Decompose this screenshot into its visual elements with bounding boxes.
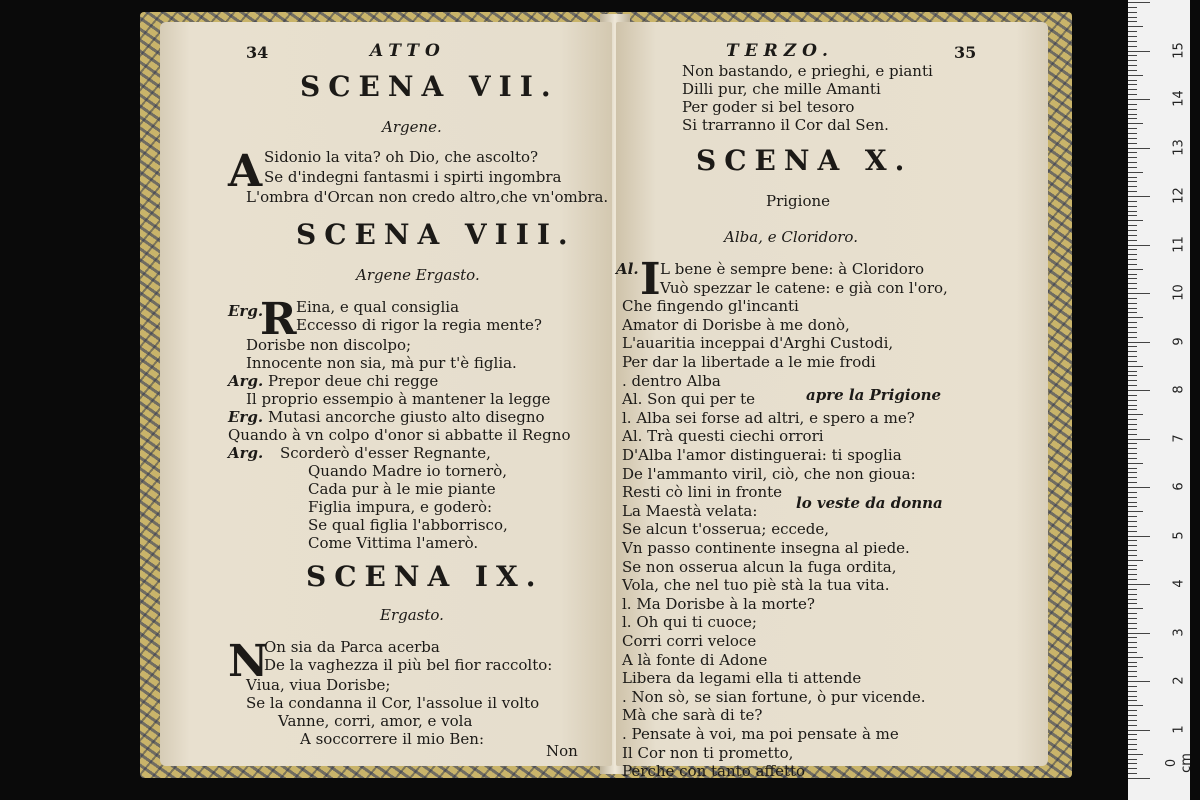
verse-line: La Maestà velata: — [622, 502, 758, 520]
ruler-tick — [1128, 560, 1143, 561]
speaker-label: Erg. — [228, 408, 264, 426]
ruler-tick — [1128, 225, 1137, 226]
stage-direction: apre la Prigione — [806, 386, 942, 404]
ruler-tick — [1128, 647, 1137, 648]
ruler-tick — [1128, 337, 1137, 338]
verse-line: Eina, e qual consiglia — [296, 298, 460, 316]
ruler-tick — [1128, 356, 1137, 357]
ruler-tick — [1128, 114, 1137, 115]
ruler-tick — [1128, 2, 1150, 3]
ruler-tick — [1128, 366, 1143, 367]
verse-line: Se alcun t'osserua; eccede, — [622, 520, 830, 538]
verse-line: Perche con tanto affetto — [622, 762, 806, 780]
ruler-tick — [1128, 463, 1143, 464]
ruler-tick — [1128, 618, 1137, 619]
ruler-tick — [1128, 424, 1137, 425]
verse-line: Libera da legami ella ti attende — [622, 669, 862, 687]
ruler-tick — [1128, 705, 1143, 706]
ruler-tick — [1128, 278, 1137, 279]
verse-line: l. Alba sei forse ad altri, e spero a me? — [622, 409, 915, 427]
ruler-tick — [1128, 65, 1137, 66]
ruler-tick — [1128, 51, 1150, 52]
ruler-tick — [1128, 691, 1137, 692]
ruler-tick — [1128, 240, 1137, 241]
ruler-label: 10 — [1171, 284, 1187, 301]
ruler-label: 5 — [1171, 530, 1187, 540]
ruler-tick — [1128, 574, 1137, 575]
verse-line: A là fonte di Adone — [622, 651, 768, 669]
character-name: Alba, e Cloridoro. — [724, 228, 858, 246]
ruler-label: 14 — [1171, 90, 1187, 107]
verse-line: Come Vittima l'amerò. — [308, 534, 479, 552]
verse-line: Mà che sarà di te? — [622, 706, 763, 724]
ruler-tick — [1128, 196, 1150, 197]
verse-line: On sia da Parca acerba — [264, 638, 440, 656]
ruler-tick — [1128, 434, 1137, 435]
verse-line: Cada pur à le mie piante — [308, 480, 496, 498]
character-name: Ergasto. — [380, 606, 444, 624]
verse-line: L bene è sempre bene: à Cloridoro — [660, 260, 925, 278]
ruler-tick — [1128, 599, 1137, 600]
ruler-tick — [1128, 681, 1150, 682]
ruler-tick — [1128, 637, 1137, 638]
ruler-tick — [1128, 477, 1137, 478]
ruler-tick — [1128, 730, 1150, 731]
verse-line: Sidonio la vita? oh Dio, che ascolto? — [264, 148, 539, 166]
drop-cap: I — [640, 254, 661, 305]
ruler-label: 3 — [1171, 627, 1187, 637]
ruler-tick — [1128, 123, 1143, 124]
verse-line: Eccesso di rigor la regia mente? — [296, 316, 542, 334]
page-number: 34 — [246, 43, 269, 62]
ruler-tick — [1128, 55, 1137, 56]
ruler-tick — [1128, 676, 1137, 677]
ruler-tick — [1128, 259, 1137, 260]
character-name: Argene Ergasto. — [356, 266, 480, 284]
speaker-label: Erg. — [228, 302, 264, 320]
ruler-tick — [1128, 419, 1137, 420]
speaker-label: Al. — [616, 260, 639, 278]
ruler-tick — [1128, 565, 1137, 566]
ruler-tick — [1128, 375, 1137, 376]
ruler-label: 7 — [1171, 433, 1187, 443]
ruler-tick — [1128, 12, 1137, 13]
ruler-tick — [1128, 186, 1137, 187]
ruler-tick — [1128, 671, 1137, 672]
verse-line: Mutasi ancorche giusto alto disegno — [268, 408, 545, 426]
ruler-tick — [1128, 157, 1137, 158]
ruler-tick — [1128, 628, 1137, 629]
ruler-tick — [1128, 642, 1137, 643]
verse-line: Dilli pur, che mille Amanti — [682, 80, 881, 98]
verse-line: Amator di Dorisbe à me donò, — [622, 316, 850, 334]
ruler-tick — [1128, 497, 1137, 498]
ruler-tick — [1128, 351, 1137, 352]
verse-line: Scorderò d'esser Regnante, — [280, 444, 491, 462]
ruler-tick — [1128, 700, 1137, 701]
ruler-tick — [1128, 569, 1137, 570]
verse-line: Al. Trà questi ciechi orrori — [622, 427, 824, 445]
ruler-tick — [1128, 94, 1137, 95]
ruler-tick — [1128, 439, 1150, 440]
ruler-tick — [1128, 414, 1143, 415]
left-page — [160, 22, 612, 766]
verse-line: l. Ma Dorisbe à la morte? — [622, 595, 815, 613]
ruler-tick — [1128, 778, 1150, 779]
ruler-tick — [1128, 608, 1143, 609]
ruler-tick — [1128, 162, 1137, 163]
ruler-tick — [1128, 594, 1137, 595]
verse-line: Resti cò lini in fronte — [622, 483, 783, 501]
ruler-label: 2 — [1171, 676, 1187, 685]
ruler-tick — [1128, 41, 1137, 42]
running-head: TERZO. — [726, 41, 834, 61]
verse-line: Dorisbe non discolpo; — [246, 336, 412, 354]
ruler-tick — [1128, 312, 1137, 313]
ruler-tick — [1128, 84, 1137, 85]
ruler-tick — [1128, 511, 1143, 512]
ruler-tick — [1128, 211, 1137, 212]
ruler-tick — [1128, 550, 1137, 551]
ruler-tick — [1128, 118, 1137, 119]
ruler-tick — [1128, 254, 1137, 255]
ruler-tick — [1128, 409, 1137, 410]
ruler-tick — [1128, 458, 1137, 459]
ruler-tick — [1128, 283, 1137, 284]
right-page — [616, 22, 1048, 780]
ruler-tick — [1128, 453, 1137, 454]
ruler-tick — [1128, 487, 1150, 488]
ruler-tick — [1128, 172, 1143, 173]
verse-line: Viua, viua Dorisbe; — [246, 676, 391, 694]
ruler-tick — [1128, 361, 1137, 362]
verse-line: Quando Madre io tornerò, — [308, 462, 508, 480]
ruler-tick — [1128, 327, 1137, 328]
ruler-tick — [1128, 46, 1137, 47]
verse-line: Per dar la libertade a le mie frodi — [622, 353, 876, 371]
ruler-tick — [1128, 589, 1137, 590]
verse-line: Che fingendo gl'incanti — [622, 297, 799, 315]
ruler-tick — [1128, 264, 1137, 265]
verse-line: Corri corri veloce — [622, 632, 757, 650]
verse-line: Se d'indegni fantasmi i spirti ingombra — [264, 168, 562, 186]
ruler-tick — [1128, 206, 1137, 207]
ruler-tick — [1128, 633, 1150, 634]
verse-line: Se qual figlia l'abborrisco, — [308, 516, 508, 534]
ruler-tick — [1128, 657, 1143, 658]
ruler-tick — [1128, 579, 1137, 580]
ruler-tick — [1128, 249, 1137, 250]
ruler-label: 6 — [1171, 482, 1187, 491]
verse-line: . Pensate à voi, ma poi pensate à me — [622, 725, 899, 743]
verse-line: Se non osserua alcun la fuga ordita, — [622, 558, 897, 576]
catchword: Non — [546, 742, 578, 760]
measurement-ruler — [1128, 0, 1194, 800]
verse-line: D'Alba l'amor distinguerai: ti spoglia — [622, 446, 902, 464]
scene-title: SCENA IX. — [306, 560, 544, 593]
ruler-tick — [1128, 298, 1137, 299]
ruler-label: 4 — [1171, 579, 1187, 588]
ruler-tick — [1128, 99, 1150, 100]
ruler-tick — [1128, 613, 1137, 614]
ruler-tick — [1128, 371, 1137, 372]
verse-line: Si trarranno il Cor dal Sen. — [682, 116, 889, 134]
ruler-tick — [1128, 400, 1137, 401]
ruler-tick — [1128, 739, 1137, 740]
ruler-tick — [1128, 603, 1137, 604]
verse-line: Non bastando, e prieghi, e pianti — [682, 62, 933, 80]
verse-line: l. Oh qui ti cuoce; — [622, 613, 757, 631]
drop-cap: A — [228, 146, 263, 197]
verse-line: Il proprio essempio à mantener la legge — [246, 390, 551, 408]
ruler-tick — [1128, 60, 1137, 61]
ruler-tick — [1128, 128, 1137, 129]
ruler-tick — [1128, 662, 1137, 663]
ruler-tick — [1128, 725, 1137, 726]
ruler-tick — [1128, 89, 1137, 90]
ruler-tick — [1128, 710, 1137, 711]
ruler-tick — [1128, 152, 1137, 153]
page-number: 35 — [954, 43, 977, 62]
ruler-tick — [1128, 317, 1143, 318]
verse-line: Prepor deue chi regge — [268, 372, 439, 390]
verse-line: L'ombra d'Orcan non credo altro,che vn'ombra. — [246, 188, 609, 206]
ruler-tick — [1128, 293, 1150, 294]
ruler-tick — [1128, 686, 1137, 687]
ruler-tick — [1128, 768, 1137, 769]
verse-line: A soccorrere il mio Ben: — [300, 730, 484, 748]
ruler-tick — [1128, 516, 1137, 517]
ruler-tick — [1128, 269, 1143, 270]
ruler-tick — [1128, 482, 1137, 483]
ruler-tick — [1128, 245, 1150, 246]
ruler-label: 11 — [1171, 235, 1187, 253]
ruler-label: 9 — [1171, 336, 1187, 346]
ruler-tick — [1128, 759, 1137, 760]
ruler-tick — [1128, 773, 1137, 774]
running-head: ATTO — [370, 41, 446, 61]
ruler-tick — [1128, 623, 1137, 624]
ruler-tick — [1128, 7, 1137, 8]
ruler-tick — [1128, 492, 1137, 493]
ruler-tick — [1128, 448, 1137, 449]
verse-line: Al. Son qui per te — [622, 390, 756, 408]
ruler-tick — [1128, 545, 1137, 546]
ruler-tick — [1128, 526, 1137, 527]
ruler-tick — [1128, 540, 1137, 541]
character-name: Argene. — [382, 118, 442, 136]
verse-line: Vn passo continente insegna al piede. — [622, 539, 910, 557]
ruler-tick — [1128, 133, 1137, 134]
ruler-tick — [1128, 443, 1137, 444]
ruler-tick — [1128, 506, 1137, 507]
ruler-tick — [1128, 502, 1137, 503]
ruler-tick — [1128, 75, 1143, 76]
ruler-tick — [1128, 17, 1137, 18]
ruler-tick — [1128, 652, 1137, 653]
speaker-label: Arg. — [228, 372, 264, 390]
ruler-tick — [1128, 763, 1137, 764]
ruler-tick — [1128, 177, 1137, 178]
ruler-tick — [1128, 715, 1137, 716]
verse-line: Se la condanna il Cor, l'assolue il volto — [246, 694, 540, 712]
ruler-tick — [1128, 220, 1143, 221]
scene-title: SCENA VIII. — [296, 218, 576, 251]
verse-line: Quando à vn colpo d'onor si abbatte il Regno — [228, 426, 571, 444]
ruler-tick — [1128, 215, 1137, 216]
ruler-tick — [1128, 429, 1137, 430]
scene-title: SCENA X. — [696, 144, 913, 177]
ruler-label: 12 — [1171, 187, 1187, 204]
ruler-tick — [1128, 332, 1137, 333]
ruler-tick — [1128, 70, 1137, 71]
ruler-tick — [1128, 230, 1137, 231]
stage-direction: lo veste da donna — [796, 494, 943, 512]
ruler-tick — [1128, 744, 1137, 745]
ruler-label: 0 cm — [1164, 753, 1194, 773]
verse-line: Per goder si bel tesoro — [682, 98, 855, 116]
ruler-tick — [1128, 80, 1137, 81]
ruler-tick — [1128, 138, 1137, 139]
ruler-tick — [1128, 555, 1137, 556]
ruler-tick — [1128, 584, 1150, 585]
verse-line: . Non sò, se sian fortune, ò pur vicende. — [622, 688, 926, 706]
ruler-label: 8 — [1171, 385, 1187, 394]
ruler-tick — [1128, 191, 1137, 192]
verse-line: Innocente non sia, mà pur t'è figlia. — [246, 354, 517, 372]
verse-line: Vanne, corri, amor, e vola — [278, 712, 473, 730]
ruler-tick — [1128, 390, 1150, 391]
verse-line: Vuò spezzar le catene: e già con l'oro, — [660, 279, 948, 297]
ruler-tick — [1128, 274, 1137, 275]
setting-label: Prigione — [766, 192, 831, 210]
verse-line: Il Cor non ti prometto, — [622, 744, 794, 762]
ruler-tick — [1128, 308, 1137, 309]
ruler-tick — [1128, 342, 1150, 343]
ruler-tick — [1128, 148, 1150, 149]
ruler-tick — [1128, 468, 1137, 469]
ruler-tick — [1128, 31, 1137, 32]
verse-line: De l'ammanto viril, ciò, che non gioua: — [622, 465, 916, 483]
drop-cap: R — [260, 294, 297, 345]
ruler-tick — [1128, 36, 1137, 37]
verse-line: Figlia impura, e goderò: — [308, 498, 493, 516]
ruler-tick — [1128, 288, 1137, 289]
ruler-tick — [1128, 531, 1137, 532]
ruler-tick — [1128, 109, 1137, 110]
ruler-tick — [1128, 395, 1137, 396]
ruler-label: 1 — [1171, 724, 1187, 734]
scene-title: SCENA VII. — [300, 70, 559, 103]
ruler-tick — [1128, 385, 1137, 386]
ruler-tick — [1128, 734, 1137, 735]
ruler-tick — [1128, 322, 1137, 323]
verse-line: De la vaghezza il più bel fior raccolto: — [264, 656, 553, 674]
ruler-tick — [1128, 346, 1137, 347]
ruler-tick — [1128, 666, 1137, 667]
ruler-tick — [1128, 696, 1137, 697]
ruler-tick — [1128, 201, 1137, 202]
ruler-tick — [1128, 405, 1137, 406]
verse-line: L'auaritia inceppai d'Arghi Custodi, — [622, 334, 894, 352]
ruler-label: 13 — [1171, 138, 1187, 156]
drop-cap: N — [228, 636, 269, 687]
ruler-label: 15 — [1171, 41, 1187, 59]
ruler-tick — [1128, 26, 1143, 27]
ruler-tick — [1128, 536, 1150, 537]
ruler-tick — [1128, 754, 1143, 755]
ruler-tick — [1128, 472, 1137, 473]
ruler-tick — [1128, 104, 1137, 105]
verse-line: . dentro Alba — [622, 372, 721, 390]
ruler-tick — [1128, 167, 1137, 168]
verse-line: Vola, che nel tuo piè stà la tua vita. — [622, 576, 890, 594]
ruler-tick — [1128, 720, 1137, 721]
ruler-tick — [1128, 235, 1137, 236]
speaker-label: Arg. — [228, 444, 264, 462]
ruler-tick — [1128, 21, 1137, 22]
ruler-tick — [1128, 181, 1137, 182]
ruler-tick — [1128, 303, 1137, 304]
ruler-tick — [1128, 380, 1137, 381]
ruler-tick — [1128, 749, 1137, 750]
ruler-tick — [1128, 521, 1137, 522]
ruler-tick — [1128, 143, 1137, 144]
